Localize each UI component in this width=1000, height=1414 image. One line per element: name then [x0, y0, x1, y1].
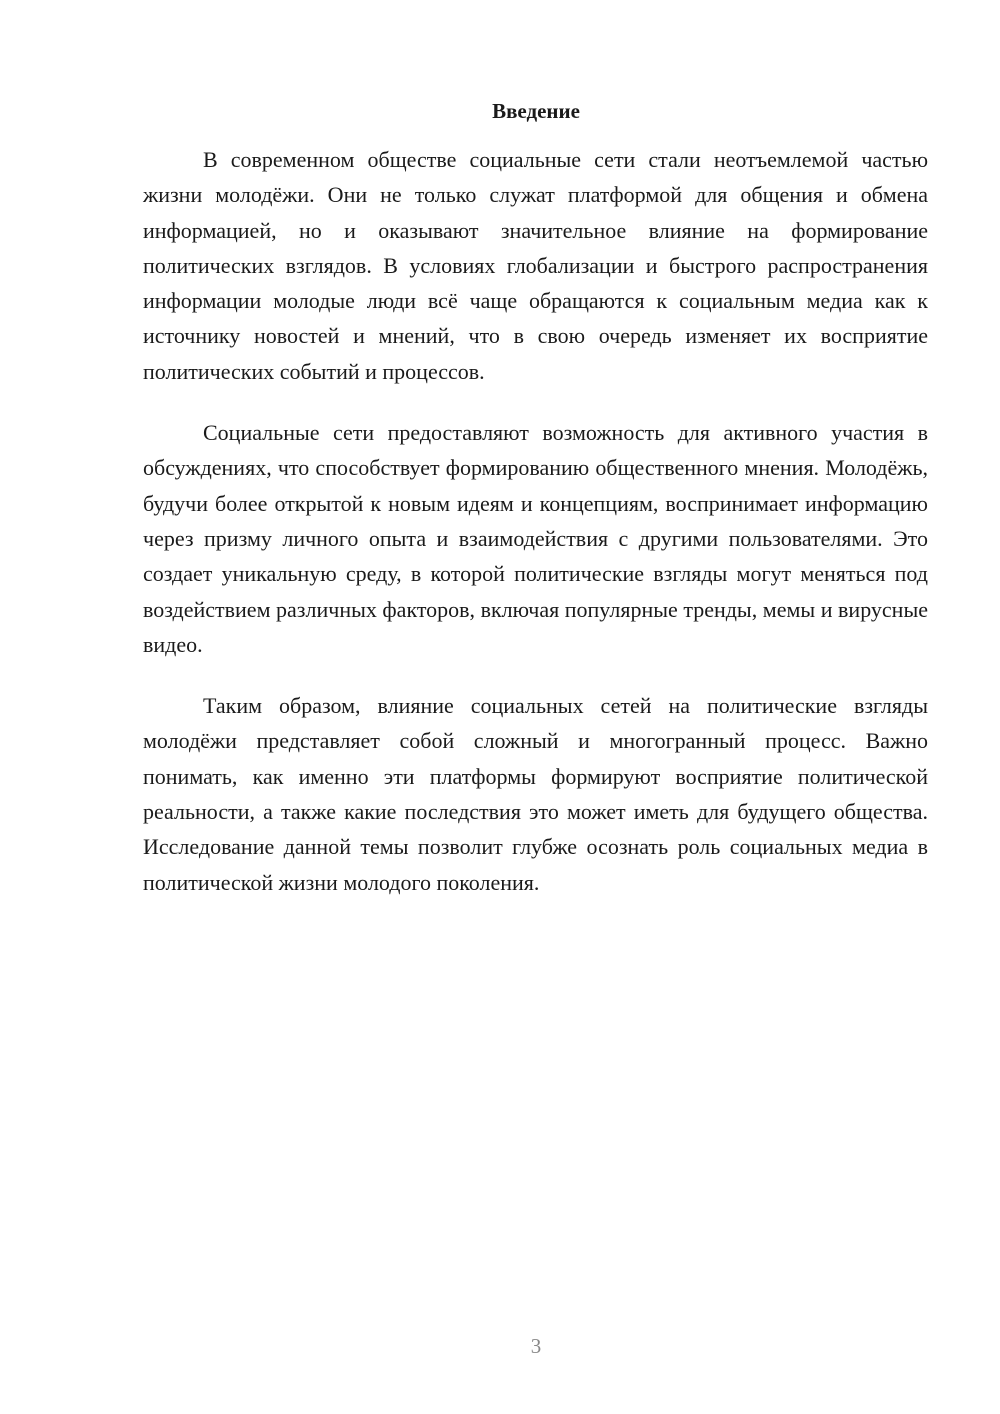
paragraph-3: Таким образом, влияние социальных сетей на политические взгляды молодёжи представляет собой сложный и многогранный процесс. Важно понимать, как именно эти платформы формируют восприятие политической реальности, а также какие последствия это может иметь для будущего общества. Исследование данной темы позволит глубже осознать роль социальных медиа в политической жизни молодого поколения. — [143, 693, 928, 895]
paragraph-1: В современном обществе социальные сети стали неотъемлемой частью жизни молодёжи. Они не только служат платформой для общения и обмена информацией, но и оказывают значительное влияние на формирование политических взглядов. В условиях глобализации и быстрого распространения информации молодые люди всё чаще обращаются к социальным медиа как к источнику новостей и мнений, что в свою очередь изменяет их восприятие политических событий и процессов. — [143, 147, 928, 384]
page-number: 3 — [530, 1334, 542, 1358]
section-heading: Введение — [492, 99, 580, 123]
body-text — [143, 142, 928, 926]
paragraph-2: Социальные сети предоставляют возможность для активного участия в обсуждениях, что способствует формированию общественного мнения. Молодёжь, будучи более открытой к новым идеям и концепциям, воспринимает информацию через призму личного опыта и взаимодействия с другими пользователями. Это создает уникальную среду, в которой политические взгляды могут меняться под воздействием различных факторов, включая популярные тренды, мемы и вирусные видео. — [143, 420, 928, 657]
